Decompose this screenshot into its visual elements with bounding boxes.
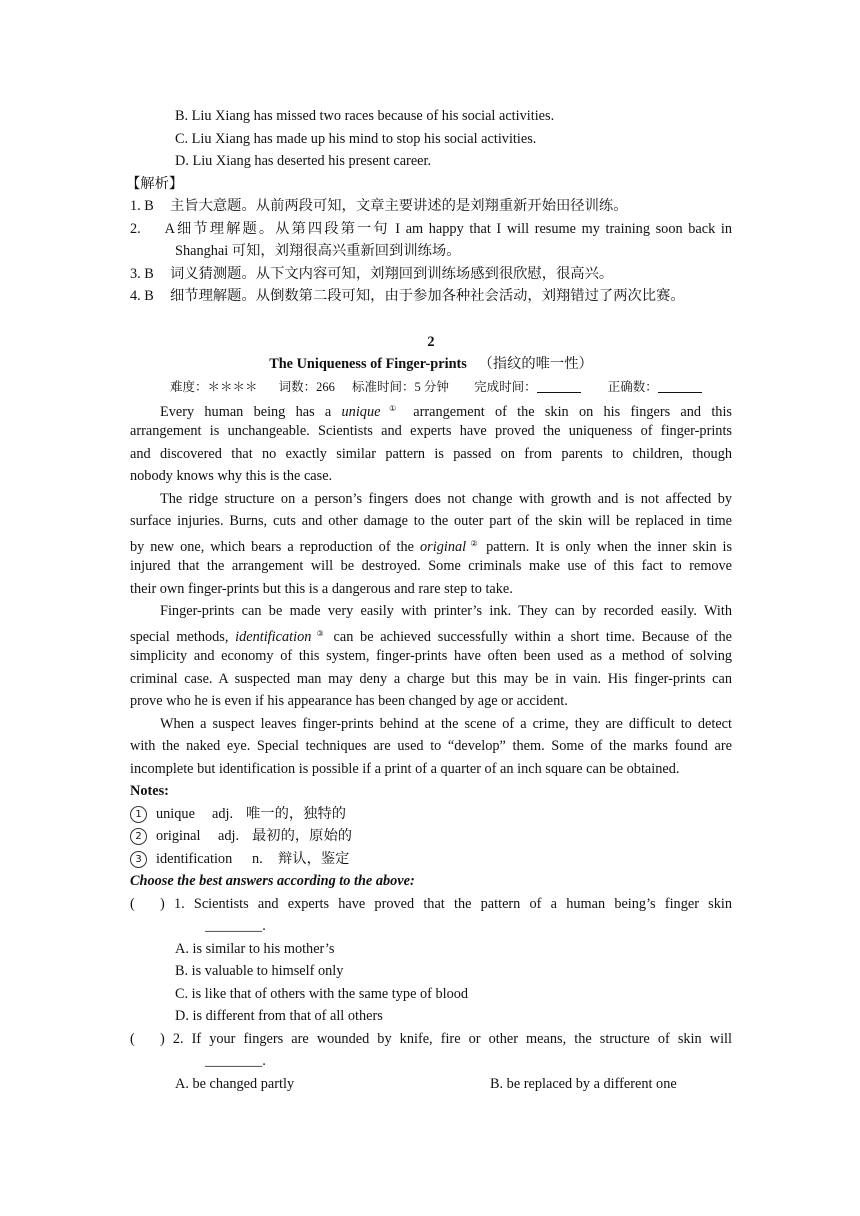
standard-time: 标准时间：5 分钟: [352, 380, 449, 394]
question-2-paren[interactable]: (: [130, 1031, 135, 1047]
question-1-option-d[interactable]: D. is different from that of all others: [175, 1008, 383, 1024]
analysis-item-1: [130, 197, 628, 215]
note-number: 3: [130, 851, 147, 868]
question-1-stem: ) 1. Scientists and experts have proved that the pattern of a human being’s finger skin: [160, 896, 732, 912]
analysis-text: 词义猜测题。从下文内容可知，刘翔回到训练场感到很欣慰，很高兴。: [170, 266, 614, 282]
glossed-word-identification: identification: [235, 629, 312, 645]
note-meaning: 唯一的，独特的: [246, 806, 347, 822]
note-marker-2: ②: [468, 539, 481, 548]
glossed-word-original: original: [420, 539, 467, 555]
correct-count-label: 正确数：: [607, 380, 658, 394]
analysis-item-2-cont: Shanghai 可知，刘翔很高兴重新回到训练场。: [175, 243, 461, 259]
text-run: arrangement of the skin on his fingers and this: [413, 404, 732, 420]
analysis-num: 2. A: [130, 221, 175, 237]
prev-option-b: B. Liu Xiang has missed two races because of his social activities.: [175, 108, 555, 124]
passage-title-row: [130, 355, 732, 373]
note-word: original: [156, 828, 201, 844]
question-2-blank: ________.: [205, 1053, 266, 1069]
note-marker-3: ③: [313, 629, 327, 638]
analysis-text: 主旨大意题。从前两段可知，文章主要讲述的是刘翔重新开始田径训练。: [170, 198, 628, 214]
text-run: special methods,: [130, 629, 229, 645]
note-number: 2: [130, 828, 147, 845]
difficulty-label: 难度：: [170, 380, 208, 394]
paragraph-4-line-1: When a suspect leaves finger-prints behind at the scene of a crime, they are difficult to detect: [160, 716, 732, 732]
paragraph-2-line-3: [130, 535, 732, 556]
question-2-option-b[interactable]: B. be replaced by a different one: [490, 1076, 677, 1092]
analysis-num: 4. B: [130, 288, 154, 304]
text-run: pattern. It is only when the inner skin is: [486, 539, 733, 555]
paragraph-2-line-1: The ridge structure on a person’s fingers does not change with growth and is not affected by: [160, 491, 732, 507]
difficulty-stars: ＊＊＊＊: [207, 380, 258, 394]
paragraph-1-line-2: arrangement is unchangeable. Scientists and experts have proved the uniqueness of finger-prints: [130, 423, 732, 439]
note-1: [130, 805, 346, 823]
paragraph-1-line-3: and discovered that no exactly similar pattern is passed on from parents to children, though: [130, 446, 732, 462]
analysis-text: 细节理解题。从第四段第一句 I am happy that I will resume my training soon back in: [175, 221, 732, 237]
analysis-num: 1. B: [130, 198, 154, 214]
question-1-blank: ________.: [205, 918, 266, 934]
paragraph-1-line-4: nobody knows why this is the case.: [130, 468, 333, 484]
note-2: [130, 827, 352, 845]
note-pos: adj.: [212, 806, 234, 822]
prev-option-c: C. Liu Xiang has made up his mind to stop his social activities.: [175, 131, 537, 147]
paragraph-3-line-4: criminal case. A suspected man may deny a charge but this may be in vain. His finger-prints can: [130, 671, 732, 687]
note-meaning: 最初的，原始的: [252, 828, 353, 844]
passage-title-cn: （指纹的唯一性）: [478, 356, 593, 372]
paragraph-1-line-1: [160, 400, 732, 421]
finish-time-label: 完成时间：: [474, 380, 537, 394]
note-number: 1: [130, 806, 147, 823]
text-run: can be achieved successfully within a short time. Because of the: [333, 629, 732, 645]
analysis-num: 3. B: [130, 266, 154, 282]
question-1-paren[interactable]: (: [130, 896, 135, 912]
question-2-options-row: [175, 1075, 732, 1093]
question-1-option-c[interactable]: C. is like that of others with the same type of blood: [175, 986, 469, 1002]
word-count: 词数：266: [278, 380, 335, 394]
question-1-option-a[interactable]: A. is similar to his mother’s: [175, 941, 335, 957]
paragraph-3-line-2: [130, 625, 732, 646]
question-2-option-a[interactable]: A. be changed partly: [175, 1076, 295, 1092]
analysis-heading: 【解析】: [126, 176, 184, 192]
glossed-word-unique: unique: [341, 404, 381, 420]
analysis-item-4: [130, 287, 685, 305]
paragraph-4-line-3: incomplete but identification is possible if a print of a quarter of an inch square can be obtained.: [130, 761, 680, 777]
section-number: 2: [427, 334, 435, 350]
note-3: [130, 850, 349, 868]
note-word: unique: [156, 806, 195, 822]
note-pos: adj.: [218, 828, 240, 844]
note-word: identification: [156, 851, 233, 867]
meta-row: [170, 378, 702, 396]
question-1-option-b[interactable]: B. is valuable to himself only: [175, 963, 344, 979]
paragraph-2-line-4: injured that the arrangement will be destroyed. Some criminals make use of this fact to remove: [130, 558, 732, 574]
instructions: Choose the best answers according to the above:: [130, 873, 415, 889]
paragraph-2-line-2: surface injuries. Burns, cuts and other damage to the outer part of the skin will be replaced in time: [130, 513, 732, 529]
text-run: by new one, which bears a reproduction of the: [130, 539, 415, 555]
text-run: Every human being has a: [160, 404, 332, 420]
analysis-text: 细节理解题。从倒数第二段可知，由于参加各种社会活动，刘翔错过了两次比赛。: [170, 288, 685, 304]
note-meaning: 辩认，鉴定: [278, 851, 350, 867]
notes-heading: Notes:: [130, 783, 169, 799]
finish-time-blank[interactable]: [537, 380, 581, 393]
note-marker-1: ①: [382, 404, 403, 413]
analysis-item-3: [130, 265, 613, 283]
analysis-item-2: [130, 220, 732, 238]
paragraph-4-line-2: with the naked eye. Special techniques are used to “develop” them. Some of the marks found are: [130, 738, 732, 754]
question-2-stem: ) 2. If your fingers are wounded by knife, fire or other means, the structure of skin will: [160, 1031, 732, 1047]
passage-title: The Uniqueness of Finger-prints: [269, 356, 467, 372]
paragraph-3-line-1: Finger-prints can be made very easily with printer’s ink. They can by recorded easily. With: [160, 603, 732, 619]
paragraph-3-line-3: simplicity and economy of this system, finger-prints have often been used as a method of solving: [130, 648, 732, 664]
paragraph-3-line-5: prove who he is even if his appearance has been changed by age or accident.: [130, 693, 568, 709]
prev-option-d: D. Liu Xiang has deserted his present career.: [175, 153, 432, 169]
correct-count-blank[interactable]: [658, 380, 702, 393]
note-pos: n.: [252, 851, 263, 867]
paragraph-2-line-5: their own finger-prints but this is a dangerous and rare step to take.: [130, 581, 513, 597]
